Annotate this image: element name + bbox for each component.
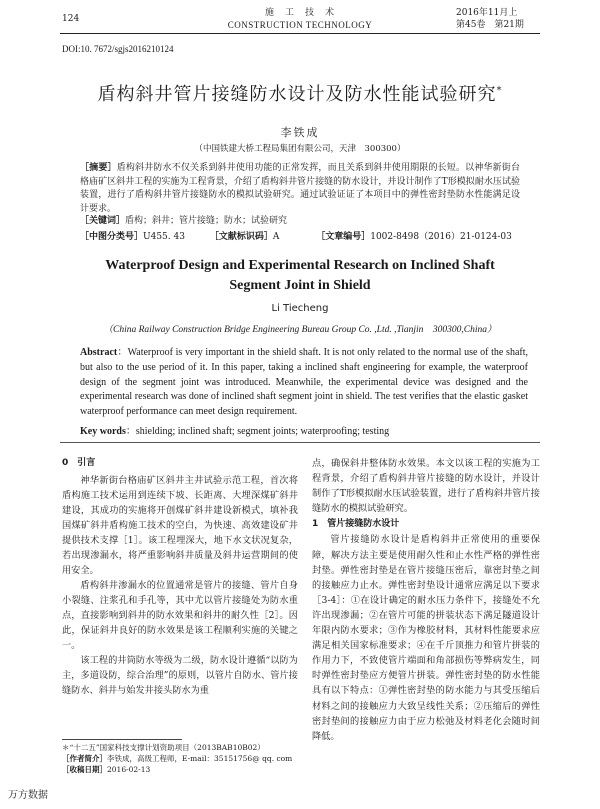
abstract-cn: [80, 162, 520, 216]
doc-code-label: ［文献标识码］: [209, 232, 273, 242]
affiliation-cn: （中国铁建大桥工程局集团有限公司，天津 300300）: [194, 144, 406, 154]
abstract-rule: [60, 442, 540, 443]
keywords-cn-text: 盾构；斜井；管片接缝；防水；试验研究: [125, 216, 288, 226]
keywords-cn-label: ［关键词］: [80, 216, 126, 226]
section-heading-1: 1 管片接缝防水设计: [312, 519, 400, 530]
right-paragraph-1: 点，确保斜井整体防水效果。本文以该工程的实施为工程背景，介绍了盾构斜井管片接缝的防水设计，并设计制作了T形模拟耐水压试验装置，进行了盾构斜井管片接缝防水的模拟试验研究。: [312, 458, 540, 515]
author-en: Li Tiecheng: [271, 303, 329, 314]
page-title-en-line2: Segment Joint in Shield: [229, 278, 371, 293]
header-journal-en: CONSTRUCTION TECHNOLOGY: [227, 20, 373, 30]
footnote-fund: ＊“十二五”国家科技支撑计划资助项目（2013BAB10B02）: [62, 743, 265, 752]
keywords-en-text: ：shielding; inclined shaft; segment joints; waterproofing; testing: [125, 426, 390, 437]
classification-row: [80, 231, 540, 244]
doc-code-value: A: [272, 232, 280, 242]
right-paragraph-2: 管片接缝防水设计是盾构斜井正常使用的重要保障，解决方法主要是使用耐久性和止水性严格的弹性密封垫。弹性密封垫是在管片接缝压密后，靠密封垫之间的接触应力止水。弹性密封垫设计通常应满足以下要求［3-4］：①在设计确定的耐水压力条件下，接缝处不允许出现渗漏；②在管片可能的拼装状态下满足隧道设计年限内防水要求；③作为橡胶材料，其材料性能要求应满足相关国家标准要求；④在千斤顶推力和管片拼装的作用力下，不致使管片端面和角部损伤等弊病发生，同时弹性密封垫应方便管片拼装。弹性密封垫的防水性能具有以下特点：①弹性密封垫的防水能力与其受压缩后材料之间的接触应力大致呈线性关系；②压缩后的弹性密封垫间的接触应力由于应力松弛及材料老化会随时间降低。: [312, 534, 540, 742]
abstract-en-text: ：Waterproof is very important in the shield shaft. It is not only related to the normal use of the shaft, but also to the use period of it. In this paper, taking a inclined shaft engineering for example, the waterproof design of the segment joint was introduced. Meanwhile, the experimental device was designed and the experimental research was done of inclined shaft segment joint in shield. The test verifies that the elastic gasket waterproof performance can meet design requirement.: [80, 347, 528, 418]
abstract-cn-text: 盾构斜井防水不仅关系到斜井使用功能的正常发挥，而且关系到斜井使用期限的长短。以神华新街台格庙矿区斜井工程的实施为工程背景，介绍了盾构斜井管片接缝的防水设计，并设计制作了T形模拟耐水压试验装置，进行了盾构斜井管片接缝防水的模拟试验研究。通过试验证证了本项目中的弹性密封垫防水性能满足设计要求。: [80, 163, 520, 214]
left-paragraph-2: 盾构斜井渗漏水的位置通常是管片的接缝、管片自身小裂缝、注浆孔和手孔等，其中尤以管片接缝处为防水重点，直接影响到斜井的防水效果和斜井的耐久性［2］。因此，保证斜井良好的防水效果是该工程顺利实施的关键之一。: [62, 580, 298, 651]
keywords-en-label: Key words: [80, 426, 126, 437]
footnote-received-text: 2016-02-13: [107, 765, 151, 774]
right-column: [312, 456, 540, 744]
header-rule: [60, 33, 540, 34]
footnote-author: [62, 753, 302, 764]
header-journal-cn: 施 工 技 术: [264, 8, 335, 18]
class-no-value: U455. 43: [143, 232, 185, 242]
abstract-en-label: Abstract: [80, 347, 118, 358]
class-no-label: ［中图分类号］: [80, 232, 144, 242]
title-cn-text: 盾构斜井管片接缝防水设计及防水性能试验研究: [97, 84, 497, 105]
footnotes: [62, 742, 302, 775]
abstract-en: [80, 346, 528, 420]
article-no-value: 1002-8498（2016）21-0124-03: [370, 232, 512, 242]
article-no-label: ［文章编号］: [316, 232, 371, 242]
left-paragraph-3: 该工程的井筒防水等级为二级，防水设计遵循“以防为主，多道设防，综合治理”的原则，以管片自防水、管片接缝防水、斜井与始发井接头防水为重: [62, 655, 298, 696]
footnote-rule: [62, 739, 182, 740]
left-paragraph-1: 神华新街台格庙矿区斜井主井试验示范工程，首次将盾构施工技术运用到连续下坡、长距离、大埋深煤矿斜井建设，其成功的实施将开创煤矿斜井建设新模式，填补我国煤矿斜井盾构施工技术的空白，为快速、高效建设矿井提供技术支撑［1］。该工程埋深大，地下水文状况复杂，若出现渗漏水，将严重影响斜井质量及斜井运营期间的使用安全。: [62, 475, 298, 576]
keywords-en: [80, 422, 528, 437]
doi: DOI:10. 7672/sgjs2016210124: [62, 44, 174, 54]
left-column: [62, 456, 298, 698]
footnote-author-label: ［作者简介］: [62, 754, 107, 763]
abstract-cn-label: ［摘要］: [80, 163, 117, 173]
author-cn: 李铁成: [280, 126, 320, 139]
footnote-received-label: ［收稿日期］: [62, 765, 107, 774]
header-volume: 第45卷 第21期: [456, 20, 524, 30]
header-date: 2016年11月上: [456, 8, 518, 18]
footnote-author-text: 李铁成，高级工程师，E-mail：35151756@ qq. com: [107, 754, 293, 763]
watermark-logo: 万方数据: [8, 790, 48, 801]
affiliation-en: （China Railway Construction Bridge Engineering Bureau Group Co. ,Ltd. ,Tianjin 300300,China）: [103, 325, 497, 335]
header-page-number: 124: [62, 14, 80, 24]
keywords-cn: [80, 215, 520, 228]
footnote-received: [62, 764, 302, 775]
title-footnote-mark: *: [496, 85, 503, 96]
page-title-cn: [0, 80, 600, 106]
section-heading-intro: 0 引言: [62, 458, 96, 468]
page-title-en-line1: Waterproof Design and Experimental Research on Inclined Shaft: [105, 258, 495, 273]
